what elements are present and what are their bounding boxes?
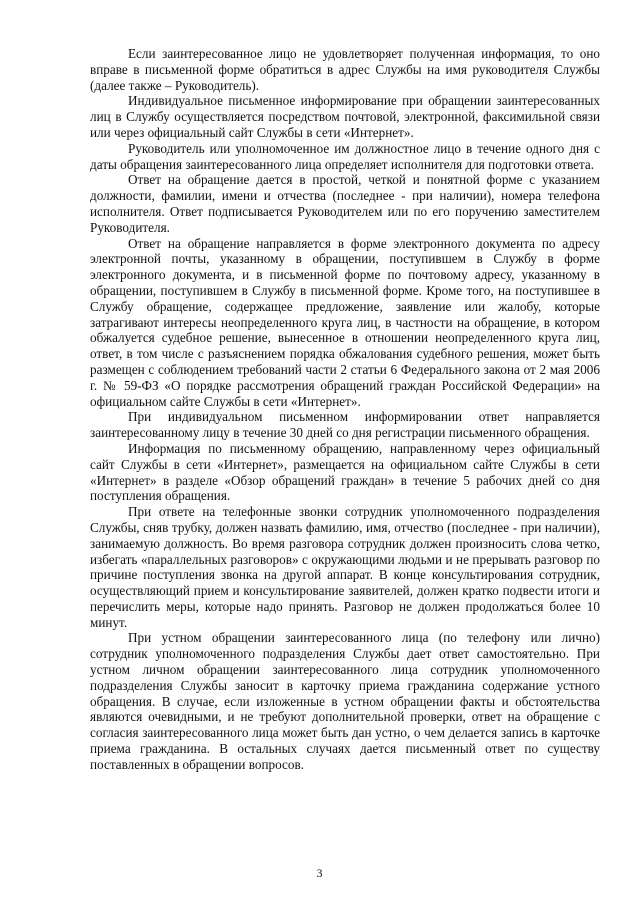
document-body xyxy=(90,46,600,773)
paragraph-phone-calls: При ответе на телефонные звонки сотрудник уполномоченного подразделения Службы, сняв трубку, должен назвать фамилию, имя, отчество (последнее - при наличии), занимаемую должность. Во время разговора сотрудник должен произносить слова четко, избегать «параллельных разговоров» с окружающими людьми и не прерывать разговор по причине поступления звонка на другой аппарат. В конце консультирования сотрудник, осуществляющий прием и консультирование заявителей, должен кратко подвести итоги и перечислить меры, которые надо принять. Разговор не должен продолжаться более 10 минут. xyxy=(90,504,600,630)
paragraph-oral-appeal: При устном обращении заинтересованного лица (по телефону или лично) сотрудник уполномоченного подразделения Службы дает ответ самостоятельно. При устном личном обращении заинтересованного лица сотрудник уполномоченного подразделения Службы заносит в карточку приема гражданина содержание устного обращения. В случае, если изложенные в устном обращении факты и обстоятельства являются очевидными, и не требуют дополнительной проверки, ответ на обращение с согласия заинтересованного лица может быть дан устно, о чем делается запись в карточке приема гражданина. В остальных случаях дается письменный ответ по существу поставленных в обращении вопросов. xyxy=(90,630,600,772)
paragraph-answer-form: Ответ на обращение дается в простой, четкой и понятной форме с указанием должности, фамилии, имени и отчества (последнее - при наличии), номера телефона исполнителя. Ответ подписывается Руководителем или по его поручению заместителем Руководителя. xyxy=(90,172,600,235)
paragraph-dissatisfied-applicant: Если заинтересованное лицо не удовлетворяет полученная информация, то оно вправе в письменной форме обратиться в адрес Службы на имя руководителя Службы (далее также – Руководитель). xyxy=(90,46,600,93)
page-number: 3 xyxy=(316,866,323,880)
paragraph-executor-assignment: Руководитель или уполномоченное им должностное лицо в течение одного дня с даты обращения заинтересованного лица определяет исполнителя для подготовки ответа. xyxy=(90,140,600,172)
paragraph-response-deadline: При индивидуальном письменном информировании ответ направляется заинтересованному лицу в течение 30 дней со дня регистрации письменного обращения. xyxy=(90,409,600,441)
paragraph-individual-written-info: Индивидуальное письменное информирование при обращении заинтересованных лиц в Службу осуществляется посредством почтовой, электронной, факсимильной связи или через официальный сайт Службы в сети «Интернет». xyxy=(90,93,600,140)
paragraph-online-publication: Информация по письменному обращению, направленному через официальный сайт Службы в сети «Интернет», размещается на официальном сайте Службы в сети «Интернет» в разделе «Обзор обращений граждан» в течение 5 рабочих дней со дня поступления обращения. xyxy=(90,440,600,504)
paragraph-answer-delivery: Ответ на обращение направляется в форме электронного документа по адресу электронной почты, указанному в обращении, поступившем в Службу в форме электронного документа, и в письменной форме по почтовому адресу, указанному в обращении, поступившем в Службу в письменной форме. Кроме того, на поступившее в Службу обращение, содержащее предложение, заявление или жалобу, которые затрагивают интересы неопределенного круга лиц, в частности на обращение, в котором обжалуется судебное решение, вынесенное в отношении неопределенного круга лиц, ответ, в том числе с разъяснением порядка обжалования судебного решения, может быть размещен с соблюдением требований части 2 статьи 6 Федерального закона от 2 мая 2006 г. № 59-ФЗ «О порядке рассмотрения обращений граждан Российской Федерации» на официальном сайте Службы в сети «Интернет». xyxy=(90,235,600,409)
